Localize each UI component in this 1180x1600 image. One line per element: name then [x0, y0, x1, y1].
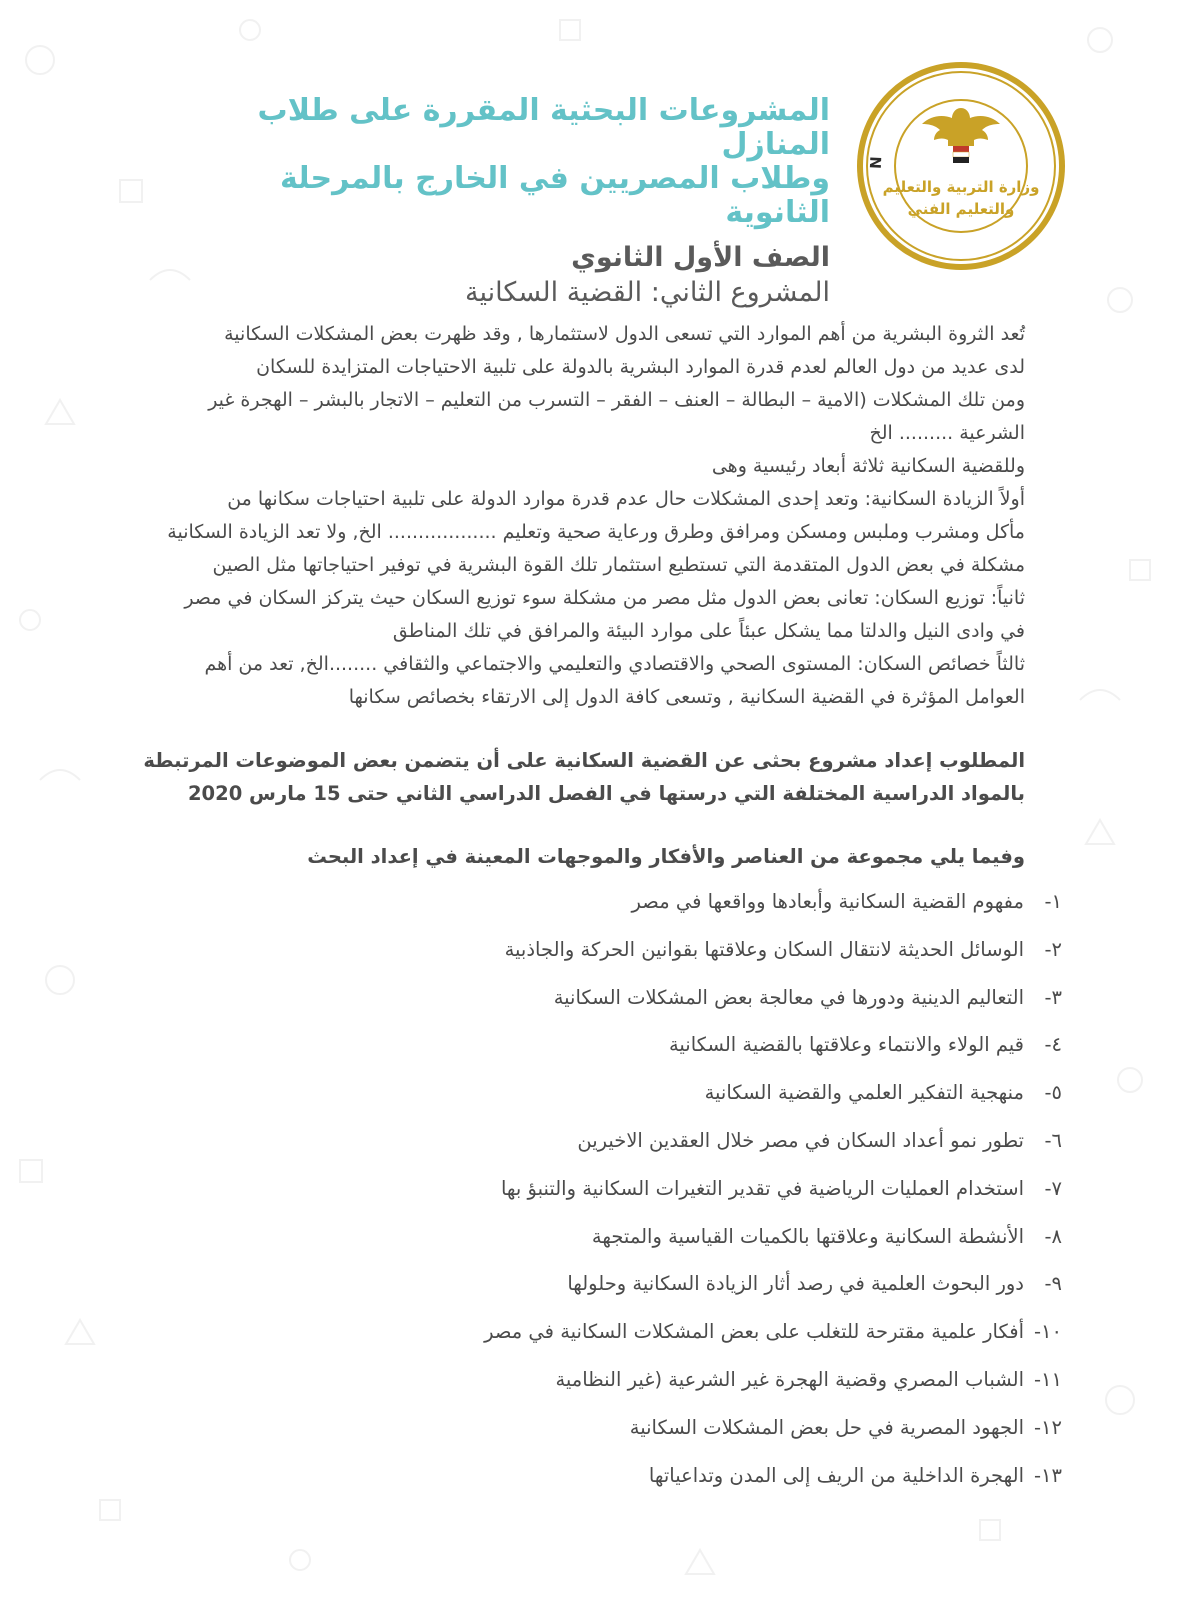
intro-line: في وادى النيل والدلتا مما يشكل عبئاً على موارد البيئة والمرافق في تلك المناطق	[392, 620, 1025, 642]
list-item-text: مفهوم القضية السكانية وأبعادها وواقعها في مصر	[631, 890, 1024, 913]
list-item	[62, 1126, 1062, 1174]
list-item-number: ٥-	[1044, 1081, 1062, 1105]
list-item-number: ٣-	[1044, 985, 1062, 1009]
list-item-text: أفكار علمية مقترحة للتغلب على بعض المشكلات السكانية في مصر	[484, 1320, 1024, 1344]
list-item	[62, 1222, 1062, 1270]
list-item	[62, 1317, 1062, 1365]
intro-line: لدى عديد من دول العالم لعدم قدرة الموارد البشرية بالدولة على تلبية الاحتياجات المتزايدة للسكان	[256, 356, 1025, 378]
list-item-number: ١٢-	[1034, 1415, 1062, 1439]
intro-line: ثانياً: توزيع السكان: تعانى بعض الدول مثل مصر من مشكلة سوء توزيع السكان حيث يتركز السكان في مصر	[184, 587, 1025, 609]
requirement-statement	[50, 744, 1025, 810]
list-item	[62, 1413, 1062, 1461]
requirement-line: المطلوب إعداد مشروع بحثى عن القضية السكانية على أن يتضمن بعض الموضوعات المرتبطة	[143, 749, 1025, 772]
emblem-ring-text: N	[866, 155, 886, 170]
intro-line: الشرعية ......... الخ	[869, 422, 1025, 444]
list-item-number: ٢-	[1044, 937, 1062, 961]
list-item	[62, 935, 1062, 983]
list-item-number: ١-	[1044, 890, 1062, 913]
page-title-line-2: وطلاب المصريين في الخارج بالمرحلة الثانوية	[280, 161, 830, 230]
intro-line: وللقضية السكانية ثلاثة أبعاد رئيسية وهى	[711, 455, 1025, 477]
list-item-text: منهجية التفكير العلمي والقضية السكانية	[704, 1081, 1024, 1105]
list-item-number: ١٣-	[1034, 1463, 1062, 1487]
list-item-text: قيم الولاء والانتماء وعلاقتها بالقضية السكانية	[668, 1033, 1024, 1057]
research-elements-list	[62, 887, 1062, 1508]
page-title-line-1: المشروعات البحثية المقررة على طلاب المنازل	[257, 93, 830, 162]
list-item-text: تطور نمو أعداد السكان في مصر خلال العقدين الاخيرين	[577, 1128, 1024, 1152]
intro-line: مشكلة في بعض الدول المتقدمة التي تستطيع استثمار تلك القوة البشرية في توفير احتياجاتها مثل الصين	[212, 554, 1025, 576]
list-item-number: ٧-	[1044, 1176, 1062, 1200]
list-item	[62, 1365, 1062, 1413]
list-item-text: الشباب المصري وقضية الهجرة غير الشرعية (غير النظامية	[555, 1367, 1024, 1391]
intro-paragraph	[50, 318, 1025, 714]
list-item	[62, 1174, 1062, 1222]
list-item-text: استخدام العمليات الرياضية في تقدير التغيرات السكانية والتنبؤ بها	[500, 1176, 1024, 1200]
list-item-number: ١٠-	[1034, 1320, 1062, 1344]
intro-line: ومن تلك المشكلات (الامية – البطالة – العنف – الفقر – التسرب من التعليم – الاتجار بالبشر – الهجرة غير	[208, 389, 1025, 411]
list-item-number: ٤-	[1044, 1033, 1062, 1057]
list-item-text: التعاليم الدينية ودورها في معالجة بعض المشكلات السكانية	[553, 985, 1024, 1009]
requirement-line: بالمواد الدراسية المختلفة التي درستها في الفصل الدراسي الثاني حتى 15 مارس 2020	[187, 782, 1025, 805]
intro-line: تُعد الثروة البشرية من أهم الموارد التي تسعى الدول لاستثمارها , وقد ظهرت بعض المشكلات السكانية	[224, 323, 1025, 345]
grade-heading: الصف الأول الثانوي	[571, 242, 830, 273]
list-item	[62, 1461, 1062, 1509]
list-item-text: الهجرة الداخلية من الريف إلى المدن وتداعياتها	[648, 1463, 1024, 1487]
emblem-arabic-name-1: وزارة التربية والتعليم	[882, 178, 1040, 196]
list-item-number: ١١-	[1034, 1367, 1062, 1391]
list-item	[62, 983, 1062, 1031]
intro-line: العوامل المؤثرة في القضية السكانية , وتسعى كافة الدول إلى الارتقاء بخصائص سكانها	[348, 686, 1025, 708]
header	[180, 94, 830, 310]
list-item-number: ٩-	[1044, 1272, 1062, 1296]
emblem-arabic-name-2: والتعليم الفني	[907, 200, 1015, 218]
list-item	[62, 1030, 1062, 1078]
intro-line: أولاً الزيادة السكانية: وتعد إحدى المشكلات حال عدم قدرة موارد الدولة على تلبية احتياجات سكانها من	[227, 488, 1025, 510]
list-item	[62, 1269, 1062, 1317]
list-item-text: الجهود المصرية في حل بعض المشكلات السكانية	[629, 1415, 1024, 1439]
list-item	[62, 1078, 1062, 1126]
list-item-text: دور البحوث العلمية في رصد أثار الزيادة السكانية وحلولها	[567, 1272, 1024, 1296]
project-heading: المشروع الثاني: القضية السكانية	[465, 277, 830, 308]
elements-heading: وفيما يلي مجموعة من العناصر والأفكار والموجهات المعينة في إعداد البحث	[307, 845, 1025, 868]
list-item-number: ٨-	[1044, 1224, 1062, 1248]
intro-line: ثالثاً خصائص السكان: المستوى الصحي والاقتصادي والتعليمي والاجتماعي والثقافي ........الخ, تعد من أهم	[204, 653, 1025, 675]
list-item-text: الوسائل الحديثة لانتقال السكان وعلاقتها بقوانين الحركة والجاذبية	[504, 937, 1024, 961]
list-item-text: الأنشطة السكانية وعلاقتها بالكميات القياسية والمتجهة	[591, 1224, 1024, 1248]
list-item-number: ٦-	[1044, 1128, 1062, 1152]
intro-line: مأكل ومشرب وملبس ومسكن ومرافق وطرق ورعاية صحية وتعليم .................. الخ, ولا تعد الزيادة السكانية	[167, 521, 1025, 543]
list-item	[62, 887, 1062, 935]
ministry-emblem-logo	[855, 60, 1067, 272]
